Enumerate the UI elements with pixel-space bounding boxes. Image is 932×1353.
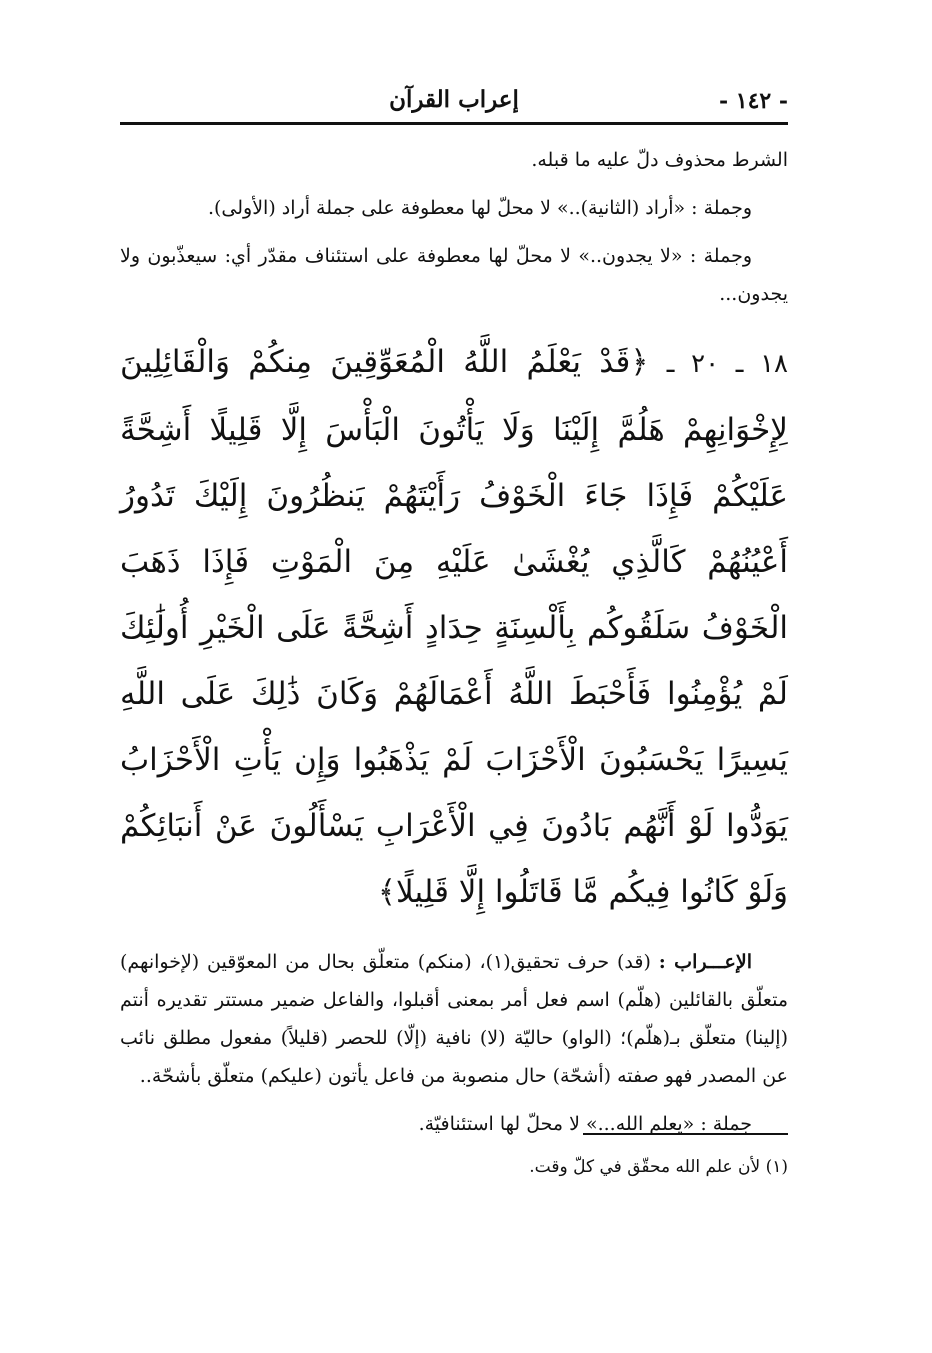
- irab-paragraph: [120, 943, 788, 1095]
- verse-text: ﴿قَدْ يَعْلَمُ اللَّهُ الْمُعَوِّقِينَ مِنكُمْ وَالْقَائِلِينَ لِإِخْوَانِهِمْ هَلُمَّ إِلَيْنَا وَلَا يَأْتُونَ الْبَأْسَ إِلَّا قَلِيلًا أَشِحَّةً عَلَيْكُمْ فَإِذَا جَاءَ الْخَوْفُ رَأَيْتَهُمْ يَنظُرُونَ إِلَيْكَ تَدُورُ أَعْيُنُهُمْ كَالَّذِي يُغْشَىٰ عَلَيْهِ مِنَ الْمَوْتِ فَإِذَا ذَهَبَ الْخَوْفُ سَلَقُوكُم بِأَلْسِنَةٍ حِدَادٍ أَشِحَّةً عَلَى الْخَيْرِ أُولَٰئِكَ لَمْ يُؤْمِنُوا فَأَحْبَطَ اللَّهُ أَعْمَالَهُمْ وَكَانَ ذَٰلِكَ عَلَى اللَّهِ يَسِيرًا يَحْسَبُونَ الْأَحْزَابَ لَمْ يَذْهَبُوا وَإِن يَأْتِ الْأَحْزَابُ يَوَدُّوا لَوْ أَنَّهُم بَادُونَ فِي الْأَعْرَابِ يَسْأَلُونَ عَنْ أَنبَائِكُمْ وَلَوْ كَانُوا فِيكُم مَّا قَاتَلُوا إِلَّا قَلِيلًا﴾: [120, 344, 788, 910]
- sentence-analysis: جملة : «يعلم الله...» لا محلّ لها استئنافيّة.: [418, 1113, 752, 1135]
- irab-text: (قد) حرف تحقيق(١)، (منكم) متعلّق بحال من المعوّقين (لإخوانهم) متعلّق بالقائلين (هلّم) اسم فعل أمر بمعنى أقبلوا، والفاعل ضمير مستتر تقديره أنتم (إلينا) متعلّق بـ(هلّم)؛ (الواو) حاليّة (لا) نافية (إلّا) للحصر (قليلاً) مفعول مطلق نائب عن المصدر فهو صفته (أشحّة) حال منصوبة من فاعل يأتون (عليكم) متعلّق بأشحّة..: [120, 951, 788, 1087]
- intro-paragraph-1: الشرط محذوف دلّ عليه ما قبله.: [531, 149, 788, 171]
- intro-paragraph-3: وجملة : «لا يجدون..» لا محلّ لها معطوفة على استئناف مقدّر أي: سيعذّبون ولا يجدون...: [120, 245, 788, 305]
- footnote: (١) لأن علم الله محقّق في كلّ وقت.: [529, 1157, 788, 1177]
- intro-text: [120, 141, 788, 313]
- intro-paragraph-2: وجملة : «أراد (الثانية)..» لا محلّ لها معطوفة على جملة أراد (الأولى).: [207, 197, 752, 219]
- running-head: [120, 80, 788, 125]
- book-title: إعراب القرآن: [389, 86, 519, 113]
- page-number: - ١٤٢ -: [718, 88, 788, 114]
- page: [120, 80, 788, 1177]
- quran-verse: [120, 329, 788, 925]
- verse-reference: ١٨ ـ ٢٠ ـ: [666, 349, 788, 379]
- footnote-divider: [583, 1133, 788, 1135]
- irab-label: الإعـــراب :: [658, 951, 752, 973]
